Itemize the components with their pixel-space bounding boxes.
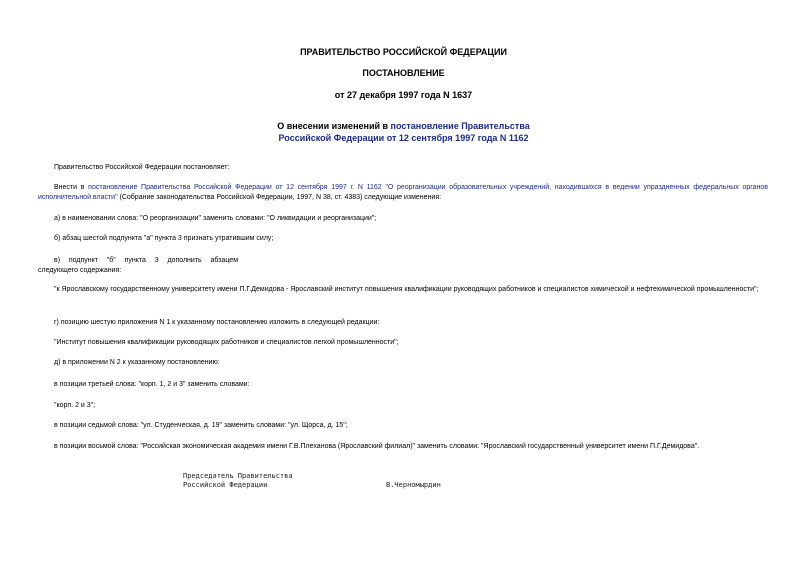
item-a: а) в наименовании слова: "О реорганизации" заменить словами: "О ликвидации и реорганизации"; bbox=[54, 215, 377, 222]
item-d-position-8: в позиции восьмой слова: "Российская экономическая академия имени Г.В.Плеханова (Ярославский филиал)" заменить словами: "Ярославский государственный университет имени П.Г.Демидова". bbox=[54, 443, 700, 450]
signature-name: В.Черномырдин bbox=[386, 481, 441, 489]
item-d-position-7: в позиции седьмой слова: "ул. Студенческая, д. 19" заменить словами: "ул. Щорса, д. 15"; bbox=[54, 422, 348, 429]
item-d-position-3-quote: "корп. 2 и 3"; bbox=[54, 402, 96, 409]
doc-type-heading: ПОСТАНОВЛЕНИЕ bbox=[362, 68, 445, 78]
signature-position-line2: Российской Федерации bbox=[183, 481, 268, 489]
item-g-quote: "Институт повышения квалификации руководящих работников и специалистов легкой промышленности"; bbox=[54, 339, 399, 346]
item-b: б) абзац шестой подпункта "а" пункта 3 признать утратившим силу; bbox=[54, 235, 274, 242]
resolution-link[interactable]: постановление Правительства Российской Федерации от 12 сентября 1997 г. N 1162 "О реорганизации образовательных учреждений, находившихся в ведении упраздненных федеральных органов исполнительной власти" bbox=[38, 184, 768, 201]
item-v-quote: "к Ярославскому государственному университету имени П.Г.Демидова - Ярославский институт повышения квалификации руководящих работников и специалистов химической и нефтехимической промышленности"; bbox=[54, 286, 759, 293]
amendment-suffix: (Собрание законодательства Российской Федерации, 1997, N 38, ст. 4383) следующие изменения: bbox=[117, 194, 442, 201]
item-d-position-3: в позиции третьей слова: "корп. 1, 2 и 3" заменить словами: bbox=[54, 381, 250, 388]
title-link-line1[interactable]: постановление Правительства bbox=[390, 121, 530, 131]
title-link-line2[interactable]: Российской Федерации от 12 сентября 1997 года N 1162 bbox=[278, 133, 529, 143]
intro-paragraph: Правительство Российской Федерации постановляет: bbox=[54, 164, 230, 171]
item-v: в) подпункт "б" пункта 3 дополнить абзацем следующего содержания: bbox=[38, 257, 238, 274]
signature-position-line1: Председатель Правительства bbox=[183, 472, 293, 480]
date-number-heading: от 27 декабря 1997 года N 1637 bbox=[334, 90, 473, 100]
document-title bbox=[0, 120, 807, 144]
government-heading: ПРАВИТЕЛЬСТВО РОССИЙСКОЙ ФЕДЕРАЦИИ bbox=[300, 47, 507, 57]
item-g: г) позицию шестую приложения N 1 к указанному постановлению изложить в следующей редакции: bbox=[54, 319, 380, 326]
amendment-prefix: Внести в bbox=[54, 184, 89, 191]
item-d: д) в приложении N 2 к указанному постановлению: bbox=[54, 359, 220, 366]
amendment-paragraph bbox=[38, 183, 768, 203]
title-prefix: О внесении изменений в bbox=[277, 121, 391, 131]
